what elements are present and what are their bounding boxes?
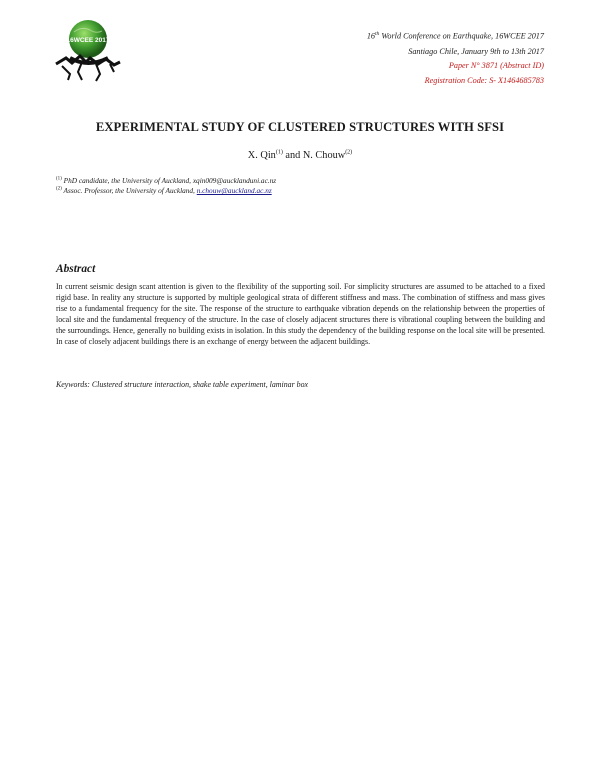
paper-title: EXPERIMENTAL STUDY OF CLUSTERED STRUCTURES WITH SFSI [95,120,505,134]
author-1: X. Qin [247,150,276,161]
registration-code: Registration Code: S- X1464685783 [424,76,544,86]
affiliation-1: $^{(1)}$ PhD candidate, the University of Auckland, xqin009@aucklanduni.ac.nz [56,176,277,185]
conference-header [367,27,544,89]
paper-number: Paper N° 3871 (Abstract ID) [448,61,544,71]
author-line: X. Qin$^{(1)}$ and N. Chouw$^{(2)}$ [247,149,353,161]
conference-name: 16th World Conference on Earthquake, 16WCEE 2017 [366,31,544,41]
logo-text: 16WCEE 2017 [66,37,110,44]
abstract-text: In current seismic design scant attention is given to the flexibility of the supporting soil. For simplicity structures are assumed to be attached to a fixed rigid base. In reality any structure is supported by multiple geological strata of different stiffness and mass. The combination of stiffness and mass gives rise to a fundamental frequency for the site. The response of the structure to earthquake vibration depends on the relationship between the properties of local site and the fundamental frequency of the structure. In the case of closely adjacent structures there is vibrational coupling between the building and the surroundings. Hence, generally no building exists in isolation. In this study the dependency of the building response on the local site will be presented. In case of closely adjacent buildings there is an exchange of energy between the adjacent buildings. [56,282,545,347]
keywords: Keywords: Clustered structure interaction, shake table experiment, laminar box [56,380,309,389]
affiliations [56,176,276,196]
conference-location: Santiago Chile, January 9th to 13th 2017 [408,46,544,56]
abstract-heading: Abstract [56,263,96,275]
conference-logo [52,14,124,84]
affiliation-2: $^{(2)}$ Assoc. Professor, the University of Auckland, n.chouw@auckland.ac.nz [56,186,272,195]
conference-globe-icon [52,14,124,84]
author-2: and N. Chouw [282,150,346,161]
email-link[interactable]: n.chouw@auckland.ac.nz [196,186,272,195]
